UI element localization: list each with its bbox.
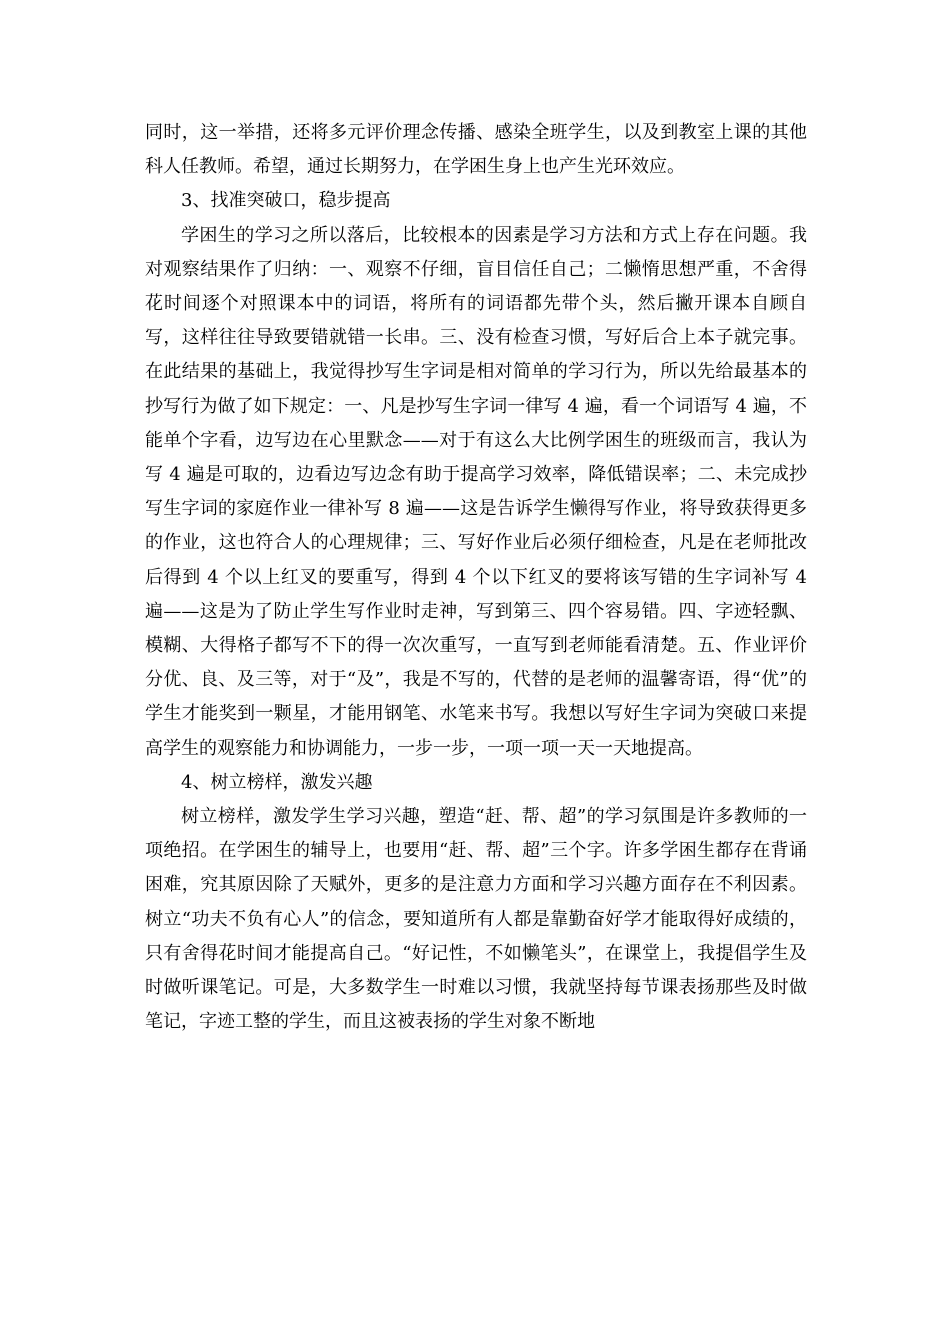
paragraph-role-models: 树立榜样，激发学生学习兴趣，塑造“赶、帮、超”的学习氛围是许多教师的一项绝招。在学困生的辅导上，也要用“赶、帮、超”三个字。许多学困生都存在背诵困难，究其原因除了天赋外，更多的是注意力方面和学习兴趣方面存在不利因素。树立“功夫不负有心人”的信念，要知道所有人都是靠勤奋好学才能取得好成绩的，只有舍得花时间才能提高自己。“好记性，不如懒笔头”，在课堂上，我提倡学生及时做听课笔记。可是，大多数学生一时难以习惯，我就坚持每节课表扬那些及时做笔记，字迹工整的学生，而且这被表扬的学生对象不断地 <box>145 806 807 1033</box>
document-page <box>145 116 807 1039</box>
paragraph-continuation: 同时，这一举措，还将多元评价理念传播、感染全班学生，以及到教室上课的其他科人任教师。希望，通过长期努力，在学困生身上也产生光环效应。 <box>145 122 807 178</box>
section-heading-4: 4、树立榜样，激发兴趣 <box>181 771 373 793</box>
section-heading-3: 3、找准突破口，稳步提高 <box>181 190 391 212</box>
paragraph-breakthrough: 学困生的学习之所以落后，比较根本的因素是学习方法和方式上存在问题。我对观察结果作了归纳：一、观察不仔细，盲目信任自己；二懒惰思想严重，不舍得花时间逐个对照课本中的词语，将所有的词语都先带个头，然后撇开课本自顾自写，这样往往导致要错就错一长串。三、没有检查习惯，写好后合上本子就完事。在此结果的基础上，我觉得抄写生字词是相对简单的学习行为，所以先给最基本的抄写行为做了如下规定：一、凡是抄写生字词一律写 4 遍，看一个词语写 4 遍，不能单个字看，边写边在心里默念——对于有这么大比例学困生的班级而言，我认为写 4 遍是可取的，边看边写边念有助于提高学习效率，降低错误率；二、未完成抄写生字词的家庭作业一律补写 8 遍——这是告诉学生懒得写作业，将导致获得更多的作业，这也符合人的心理规律；三、写好作业后必须仔细检查，凡是在老师批改后得到 4 个以上红叉的要重写，得到 4 个以下红叉的要将该写错的生字词补写 4 遍——这是为了防止学生写作业时走神，写到第三、四个容易错。四、字迹轻飘、模糊、大得格子都写不下的得一次次重写，一直写到老师能看清楚。五、作业评价分优、良、及三等，对于“及”，我是不写的，代替的是老师的温馨寄语，得“优”的学生才能奖到一颗星，才能用钢笔、水笔来书写。我想以写好生字词为突破口来提高学生的观察能力和协调能力，一步一步，一项一项一天一天地提高。 <box>145 224 807 759</box>
